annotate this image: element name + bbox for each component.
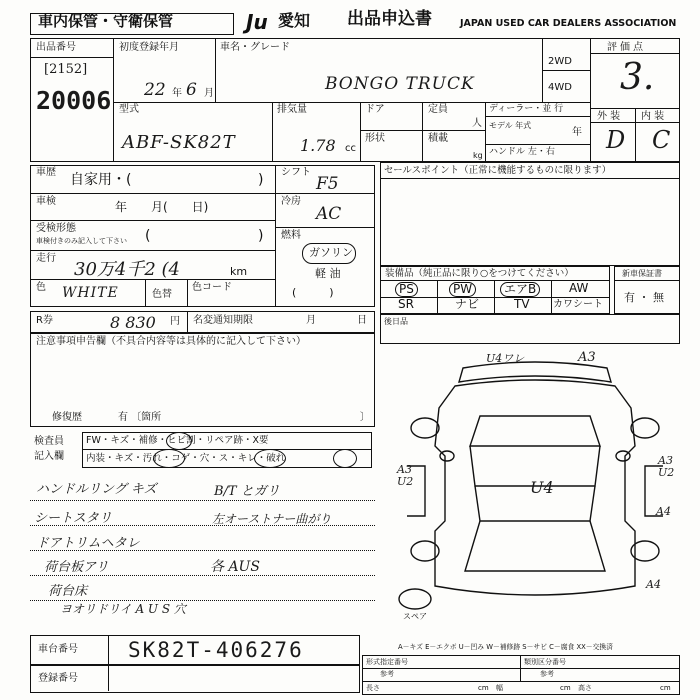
inspector-label-2: 記入欄 (34, 451, 64, 462)
deadline-month: 月 (306, 315, 316, 326)
fuel-gasoline-circle (302, 243, 356, 264)
mileage-unit: km (230, 265, 248, 278)
registration-year-unit: 年 (172, 88, 182, 99)
capacity-unit: 人 (472, 118, 482, 129)
damage-legend: A－キズ E－エクボ U－凹み W－補修跡 S－サビ C－腐食 XX－交換済 (398, 643, 613, 651)
interior-label: 内 装 (641, 111, 665, 122)
tax-label: R券 (36, 315, 53, 326)
remark-left-3: ドアトリムヘタレ (36, 536, 140, 551)
equip-sr: SR (398, 297, 414, 311)
model-year-label: モデル 年式 (489, 121, 532, 130)
diagram-mark-4: U4 (530, 478, 554, 497)
registration-number-frame (30, 665, 360, 693)
car-name: BONGO TRUCK (325, 74, 475, 94)
equip-airbag: エアB (500, 282, 540, 297)
equip-pw: PW (449, 282, 476, 297)
later-items-label: 後日品 (384, 317, 408, 326)
warranty-label: 新車保証書 (622, 269, 662, 278)
equip-navi: ナビ (455, 297, 480, 311)
equip-kawaseat: カワシート (553, 299, 603, 310)
class-number-label: 類別区分番号 (524, 658, 566, 666)
name-change-label: 名変通知期限 (193, 315, 253, 326)
fuel-label: 燃料 (281, 230, 301, 241)
code-circle-3 (254, 449, 286, 468)
equip-tv: TV (514, 297, 530, 311)
color-code-label: 色コード (192, 282, 232, 293)
registration-number-label: 登録番号 (38, 673, 78, 684)
sales-point-label: セールスポイント（正常に機能するものに限ります） (384, 165, 612, 176)
tax-amount: 8 830 (110, 313, 156, 332)
lot-label: 出品番号 (36, 42, 76, 53)
equip-aw: AW (569, 281, 589, 295)
remark-left-6: ヨオリドリイ A U S 穴 (60, 602, 186, 616)
ju-logo: Ju (246, 10, 268, 34)
diagram-mark-1: U4ワレ (486, 352, 525, 365)
displacement-unit: cc (345, 143, 356, 154)
width-unit: cm (560, 684, 571, 692)
registration-month: 6 (186, 80, 197, 100)
lot-sub-number: [2152] (44, 62, 88, 77)
diagram-mark-7: A4 (646, 578, 661, 591)
inspector-row-2: 内装・キズ・汚れ・コゲ・穴・ス・キレ・破れ (86, 453, 286, 464)
ref-label-1: 参考 (380, 670, 394, 678)
code-circle-1 (166, 432, 192, 450)
diagram-mark-5: A3 U2 (658, 454, 675, 479)
color-label: 色 (36, 282, 46, 293)
warranty-value: 有 ・ 無 (624, 291, 664, 304)
remark-right-2: 左オーストナー曲がり (212, 512, 332, 526)
length-label: 長さ (366, 684, 380, 692)
doors-label: ドア (365, 104, 385, 115)
remark-left-5: 荷台床 (48, 584, 88, 599)
model-designation-label: 形式指定番号 (366, 658, 408, 666)
remark-left-2: シートスタリ (34, 511, 112, 526)
model-code: ABF-SK82T (122, 132, 236, 153)
load-unit: kg (473, 151, 483, 160)
interior-grade: C (652, 126, 671, 154)
repair-history-label: 修復歴 (52, 412, 82, 423)
registration-month-unit: 月 (204, 88, 214, 99)
form-title: 出品申込書 (347, 9, 432, 29)
model-year-unit: 年 (572, 127, 582, 138)
code-circle-2 (153, 449, 185, 468)
later-items-frame (380, 314, 680, 344)
spec-footer-frame (362, 655, 680, 695)
spare-label: スペア (403, 612, 427, 621)
color-value: WHITE (62, 285, 119, 301)
dealer-label: ディーラー・並 行 (489, 104, 564, 114)
diagram-mark-2: A3 (578, 350, 596, 365)
remark-right-3: 各 AUS (210, 559, 260, 575)
fuel-diesel: 軽 油 (315, 267, 341, 280)
chassis-number: SK82T-406276 (128, 638, 304, 662)
shift-value: F5 (316, 174, 339, 194)
receipt-close: ) (258, 228, 264, 244)
notes-label: 注意事項申告欄（不具合内容等は具体的に記入して下さい） (36, 336, 306, 347)
displacement-label: 排気量 (277, 104, 307, 115)
width-label: 幅 (496, 684, 503, 692)
inspector-row-1: FW・キズ・補修・ヒビ割・リペア跡・X要 (86, 435, 269, 446)
chassis-label: 車台番号 (38, 644, 78, 655)
receipt-open: ( (145, 228, 151, 244)
exterior-label: 外 装 (597, 111, 621, 122)
fuel-gasoline: ガソリン (309, 246, 353, 259)
inspection-label: 車検 (36, 196, 56, 207)
deadline-day: 日 (357, 315, 367, 326)
remark-left-1: ハンドルリング キズ (36, 482, 157, 497)
repair-history-value: 有 〔箇所 (118, 412, 162, 423)
org-name: 愛知 (278, 11, 311, 30)
model-label: 型式 (119, 104, 139, 115)
history-label: 車歴 (36, 167, 56, 178)
remark-right-1: B/T とガリ (214, 484, 280, 499)
displacement-value: 1.78 (300, 136, 336, 155)
history-close: ) (258, 172, 264, 188)
storage-note: 車内保管・守衛保管 (38, 12, 174, 30)
ac-value: AC (316, 204, 342, 224)
code-circle-4 (333, 449, 357, 468)
car-name-label: 車名・グレード (220, 42, 290, 53)
lot-number: 20006 (36, 86, 112, 115)
ac-label: 冷房 (281, 196, 301, 207)
exterior-grade: D (606, 126, 626, 154)
history-value: 自家用・( (70, 172, 132, 188)
fuel-paren: ( ) (292, 286, 334, 299)
repair-history-close: 〕 (360, 412, 370, 423)
mileage-label: 走行 (36, 253, 56, 264)
inspection-value: 年 月( 日) (115, 200, 209, 214)
tax-unit: 円 (170, 316, 180, 327)
diagram-mark-3: A3 U2 (397, 463, 414, 488)
shape-label: 形状 (365, 133, 385, 144)
grade-label: 評価点 (607, 42, 646, 53)
handle-label: ハンドル 左・右 (489, 147, 555, 157)
registration-year: 22 (144, 80, 166, 100)
inspector-label-1: 検査員 (34, 436, 64, 447)
drive-4wd: 4WD (548, 82, 572, 93)
drive-2wd: 2WD (548, 56, 572, 67)
ref-label-2: 参考 (540, 670, 554, 678)
first-registration-label: 初度登録年月 (119, 42, 179, 53)
load-label: 積載 (428, 133, 448, 144)
height-unit: cm (660, 684, 671, 692)
length-unit: cm (478, 684, 489, 692)
color-change-label: 色替 (152, 289, 172, 300)
grade-score: 3. (620, 57, 655, 98)
receipt-note: 車検付きのみ記入して下さい (36, 237, 127, 245)
capacity-label: 定員 (428, 104, 448, 115)
mileage-value: 30万4千2 (4 (74, 259, 181, 280)
height-label: 高さ (578, 684, 592, 692)
diagram-mark-6: A4 (656, 505, 671, 518)
remark-left-4: 荷台板アリ (44, 560, 109, 575)
receipt-label: 受検形態 (36, 223, 76, 234)
association-name: JAPAN USED CAR DEALERS ASSOCIATION (460, 18, 677, 29)
shift-label: シフト (281, 167, 311, 178)
equipment-label: 装備品（純正品に限り○をつけてください） (385, 268, 574, 279)
equip-ps: PS (395, 282, 418, 297)
